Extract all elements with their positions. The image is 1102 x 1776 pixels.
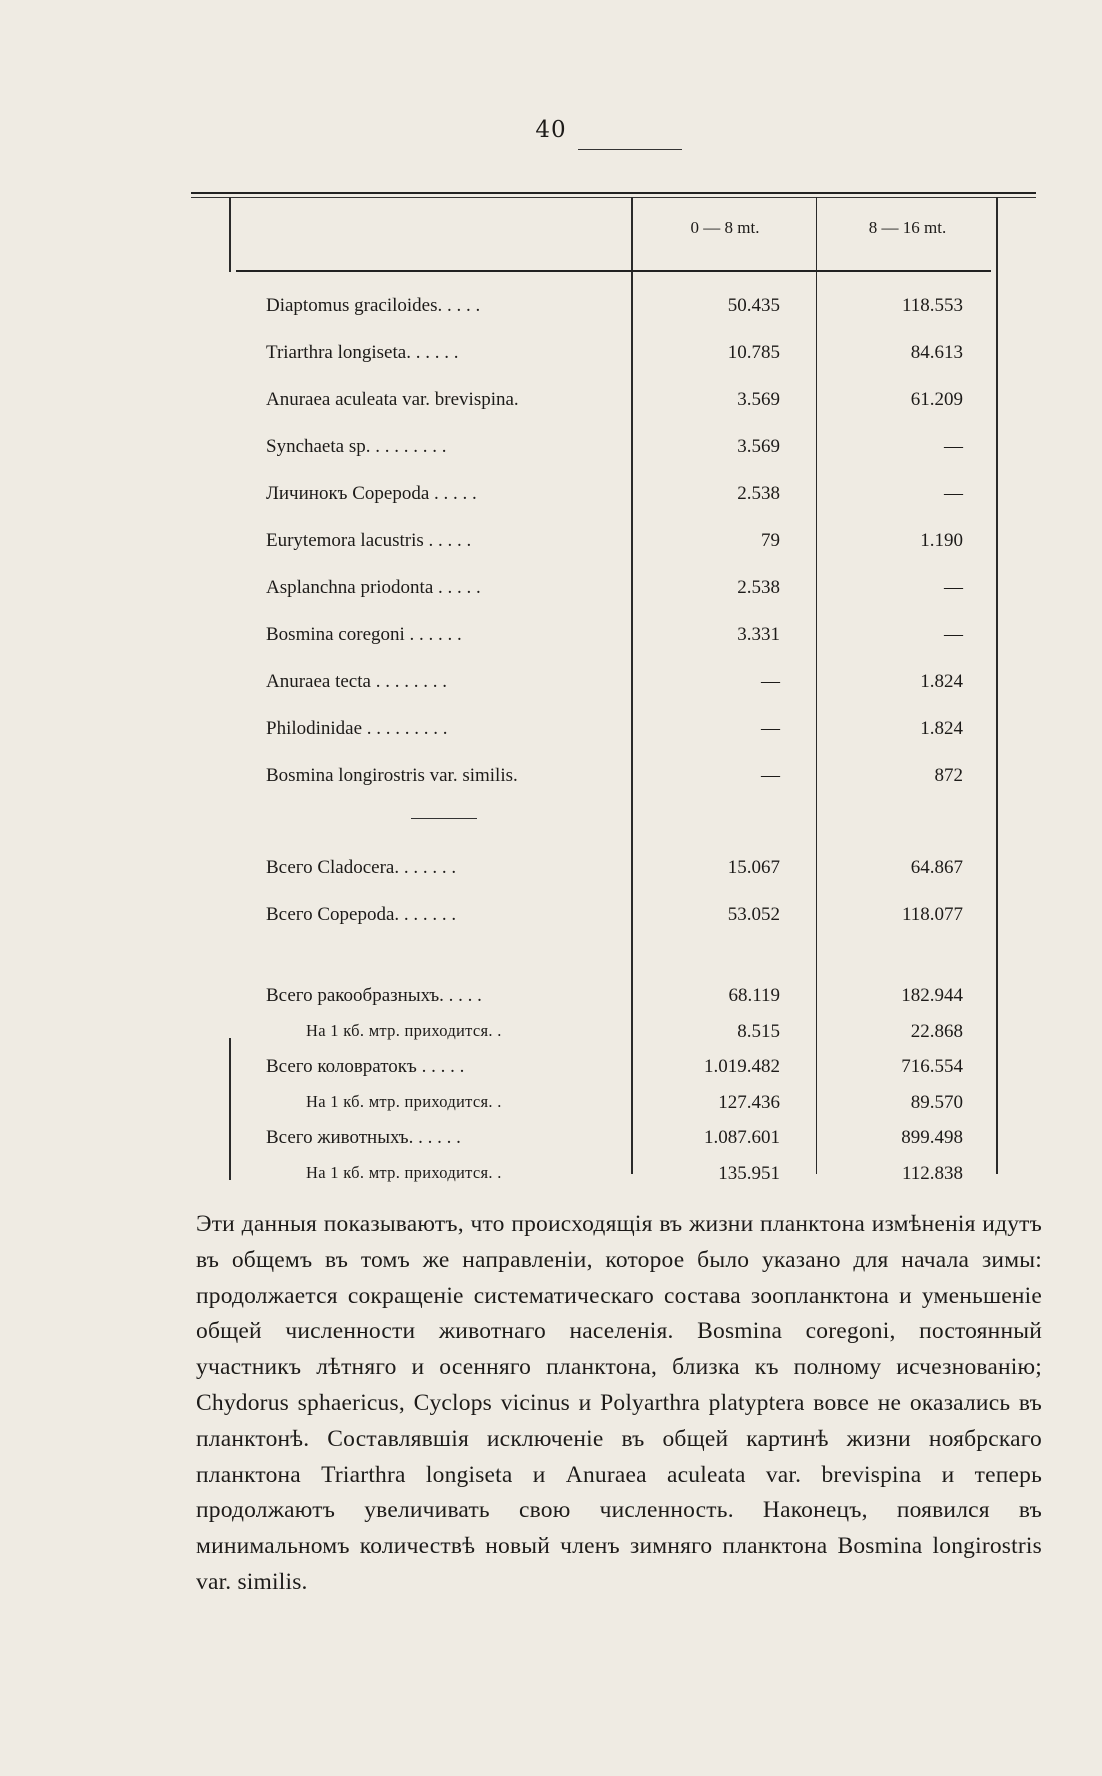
total-row — [0, 985, 1102, 1015]
value-0-8: 127.436 — [718, 1091, 780, 1113]
value-8-16: — — [944, 436, 963, 457]
total-row — [0, 1163, 1102, 1193]
value-0-8: 2.538 — [737, 483, 780, 504]
row-label: Всего Copepoda. . . . . . . — [266, 904, 457, 925]
value-8-16: 182.944 — [901, 985, 963, 1006]
value-0-8: 68.119 — [728, 985, 780, 1006]
row-label: На 1 кб. мтр. приходится. . — [306, 1020, 502, 1040]
row-label: Philodinidae . . . . . . . . . — [266, 718, 448, 739]
species-row — [0, 389, 1102, 419]
header-rule — [236, 270, 991, 272]
species-row — [0, 295, 1102, 325]
row-label: Anuraea tecta . . . . . . . . — [266, 671, 447, 692]
value-8-16: — — [944, 483, 963, 504]
value-0-8: 3.331 — [737, 624, 780, 645]
species-row — [0, 624, 1102, 654]
subtotal-row — [0, 857, 1102, 887]
row-label: Synchaeta sp. . . . . . . . . — [266, 436, 447, 457]
value-0-8: 2.538 — [737, 577, 780, 598]
total-row — [0, 1021, 1102, 1051]
row-label: Eurytemora lacustris . . . . . — [266, 530, 472, 551]
species-row — [0, 765, 1102, 795]
row-label: Anuraea aculeata var. brevispina. — [266, 389, 519, 410]
row-label: На 1 кб. мтр. приходится. . — [306, 1162, 502, 1182]
value-8-16: 61.209 — [910, 389, 963, 410]
value-0-8: 135.951 — [718, 1162, 780, 1184]
section-divider-dash — [411, 818, 477, 819]
page-number: 40 — [535, 117, 567, 143]
total-row — [0, 1056, 1102, 1086]
species-row — [0, 436, 1102, 466]
value-8-16: 716.554 — [901, 1056, 963, 1077]
value-8-16: 1.190 — [920, 530, 963, 551]
value-8-16: 112.838 — [901, 1162, 963, 1184]
value-0-8: 3.569 — [737, 436, 780, 457]
value-0-8: 15.067 — [727, 857, 780, 878]
value-0-8: — — [761, 718, 780, 739]
species-row — [0, 671, 1102, 701]
species-row — [0, 577, 1102, 607]
value-8-16: 84.613 — [910, 342, 963, 363]
value-0-8: 79 — [761, 530, 780, 551]
header-depth-0-8: 0 — 8 mt. — [690, 218, 760, 237]
header-depth-8-16: 8 — 16 mt. — [868, 218, 947, 237]
row-label: Всего Cladocera. . . . . . . — [266, 857, 457, 878]
subtotal-row — [0, 904, 1102, 934]
row-label: Личинокъ Copepoda . . . . . — [266, 483, 477, 504]
table-left-border — [229, 197, 231, 272]
species-row — [0, 718, 1102, 748]
row-label: Всего ракообразныхъ. . . . . — [266, 985, 482, 1006]
species-row — [0, 483, 1102, 513]
value-0-8: 50.435 — [727, 295, 780, 316]
value-0-8: 1.019.482 — [704, 1056, 780, 1077]
value-0-8: — — [761, 765, 780, 786]
value-8-16: 1.824 — [920, 718, 963, 739]
total-row — [0, 1127, 1102, 1157]
value-8-16: 872 — [934, 765, 963, 786]
species-row — [0, 342, 1102, 372]
species-row — [0, 530, 1102, 560]
row-label: Diaptomus gracіloides. . . . . — [266, 295, 481, 316]
value-0-8: 8.515 — [737, 1020, 780, 1042]
value-8-16: 89.570 — [910, 1091, 963, 1113]
value-0-8: 10.785 — [727, 342, 780, 363]
value-0-8: — — [761, 671, 780, 692]
row-label: Asplanchna priodonta . . . . . — [266, 577, 481, 598]
value-8-16: 64.867 — [910, 857, 963, 878]
row-label: На 1 кб. мтр. приходится. . — [306, 1091, 502, 1111]
value-8-16: 118.077 — [901, 904, 963, 925]
value-0-8: 1.087.601 — [704, 1127, 780, 1148]
value-8-16: — — [944, 577, 963, 598]
row-label: Bosmina longirostris var. similis. — [266, 765, 518, 786]
value-8-16: 899.498 — [901, 1127, 963, 1148]
value-8-16: 1.824 — [920, 671, 963, 692]
value-8-16: 118.553 — [901, 295, 963, 316]
value-0-8: 3.569 — [737, 389, 780, 410]
table-top-rule — [191, 192, 1036, 194]
body-paragraph: Эти данныя показываютъ, что происходящія въ жизни планктона измѣненія идутъ въ общемъ въ томъ же направленіи, которое было указано для начала зимы: продолжается сокращеніе систематическаго состава зоопланктона и уменьшеніе общей численности животнаго населенія. Bosmina coregoni, постоянный участникъ лѣтняго и осенняго планктона, близка къ полному исчезнованію; Chydorus sphaericus, Cyclops vicinus и Polyarthra platyptera вовсе не оказались въ планктонѣ. Составлявшія исключеніе въ общей картинѣ жизни ноябрскаго планктона Triarthra longiseta и Anuraea aculeata var. brevispina и теперь продолжаютъ увеличивать свою численность. Наконецъ, появился въ минимальномъ количествѣ новый членъ зимняго планктона Bosmina longirostris var. similis. — [196, 1211, 1042, 1595]
row-label: Bosmina coregoni . . . . . . — [266, 624, 462, 645]
row-label: Всего коловратокъ . . . . . — [266, 1056, 465, 1077]
page-number-rule — [578, 149, 682, 150]
value-8-16: 22.868 — [910, 1020, 963, 1042]
value-8-16: — — [944, 624, 963, 645]
total-row — [0, 1092, 1102, 1122]
table-top-rule-thin — [191, 197, 1036, 198]
value-0-8: 53.052 — [727, 904, 780, 925]
row-label: Triarthra longiseta. . . . . . — [266, 342, 459, 363]
row-label: Всего животныхъ. . . . . . — [266, 1127, 461, 1148]
